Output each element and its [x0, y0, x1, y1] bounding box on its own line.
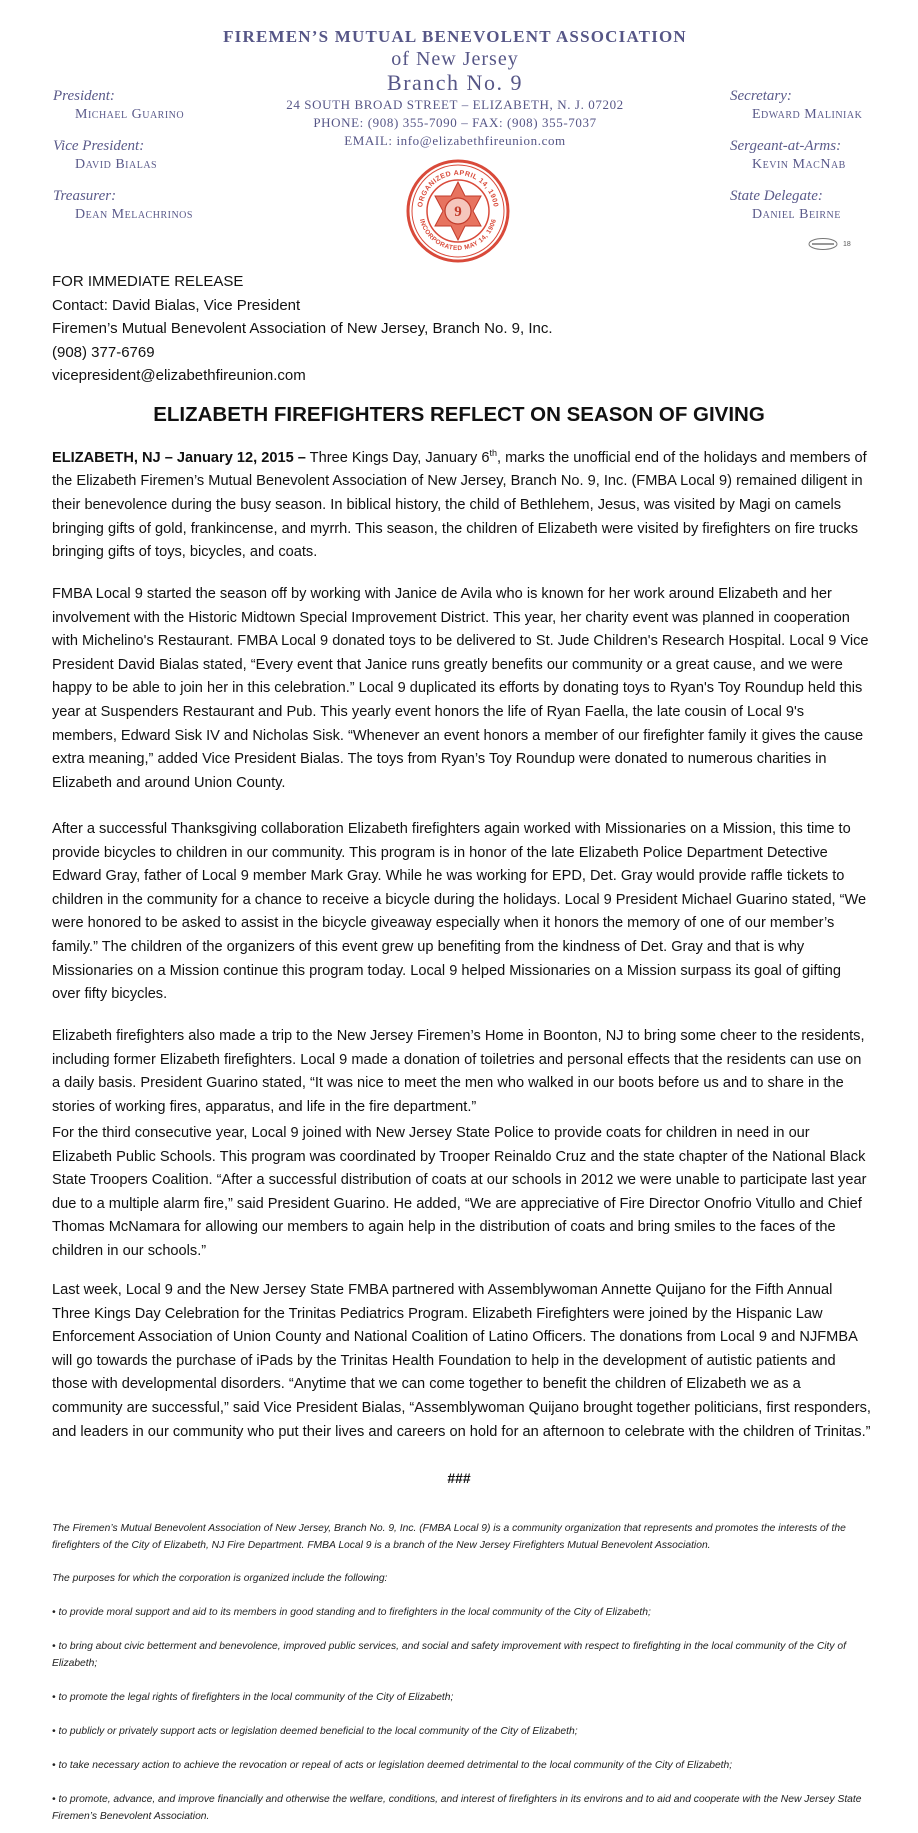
org-branch: Branch No. 9 [387, 70, 523, 95]
svg-text:9: 9 [454, 204, 462, 220]
org-subtitle: of New Jersey [391, 48, 519, 70]
footer-purpose-item: • to promote the legal rights of firefighters in the local community of the City of Elizabeth; [52, 1692, 454, 1703]
org-name: FIREMEN’S MUTUAL BENEVOLENT ASSOCIATION [223, 27, 687, 46]
officer-name-sergeant-at-arms: Kevin MacNab [752, 157, 846, 172]
seal-top-text: ORGANIZED APRIL 14, 1900 [417, 169, 499, 208]
letterhead-center [200, 26, 710, 150]
officer-name-treasurer: Dean Melachrinos [75, 207, 193, 222]
union-bug-icon [808, 237, 856, 251]
officer-title-sergeant-at-arms: Sergeant-at-Arms: [730, 138, 842, 154]
footer-about: The Firemen’s Mutual Benevolent Association of New Jersey, Branch No. 9, Inc. (FMBA Local 9) is a community organization that represents and promotes the interests of the firefighters of the City of Elizabeth, NJ Fire Department. FMBA Local 9 is a branch of the New Jersey Firefighters Mutual Benevolent Association. [52, 1523, 846, 1551]
fmba-seal-logo [405, 158, 511, 264]
org-email: EMAIL: info@elizabethfireunion.com [344, 133, 566, 148]
officer-name-vice-president: David Bialas [75, 157, 158, 172]
body-paragraph-4: Elizabeth firefighters also made a trip to the New Jersey Firemen’s Home in Boonton, NJ to bring some cheer to the residents, including former Elizabeth firefighters. Local 9 made a donation of toiletries and personal effects that the residents can use on a daily basis. President Guarino stated, “It was nice to meet the men who walked in our boots before us and to share in the stories of working fires, apparatus, and life in the fire department.” [52, 1028, 865, 1115]
contact-organization: Firemen’s Mutual Benevolent Association of New Jersey, Branch No. 9, Inc. [52, 320, 553, 337]
body-paragraph-3: After a successful Thanksgiving collaboration Elizabeth firefighters again worked with Missionaries on a Mission, this time to provide bicycles to children in our community. This program is in honor of the late Elizabeth Police Department Detective Edward Gray, father of Local 9 member Mark Gray. While he was working for EPD, Det. Gray would provide raffle tickets to children in the community for a chance to receive a bicycle during the holidays. Local 9 President Michael Guarino stated, “We were honored to be asked to assist in the bicycle giveaway especially when it honors the memory of one of our member’s family.” The children of the organizers of this event grew up benefiting from the kindness of Det. Gray and that is why Missionaries on a Mission continue this program today. Local 9 helped Missionaries on a Mission surpass its goal of gifting over fifty bicycles. [52, 821, 867, 1003]
contact-phone: (908) 377-6769 [52, 343, 155, 361]
body-paragraph-5: For the third consecutive year, Local 9 joined with New Jersey State Police to provide coats for children in need in our Elizabeth Public Schools. This program was coordinated by Trooper Reinaldo Cruz and the state chapter of the National Black State Troopers Coalition. “After a successful distribution of coats at our schools in 2012 we were unable to participate last year due to a multiple alarm fire,” said President Guarino. He added, “We are appreciative of Fire Director Onofrio Vitullo and Chief Thomas McNamara for allowing our members to again help in the distribution of coats and bring smiles to the faces of the children in our schools.” [52, 1125, 867, 1259]
p1-superscript: th [489, 448, 498, 458]
body-paragraph-6: Last week, Local 9 and the New Jersey State FMBA partnered with Assemblywoman Annette Quijano for the Fifth Annual Three Kings Day Celebration for the Trinitas Pediatrics Program. Elizabeth Firefighters were joined by the Hispanic Law Enforcement Association of Union County and National Coalition of Latino Officers. The donations from Local 9 and NJFMBA will go towards the purchase of iPads by the Trinitas Health Foundation to help in the development of autistic patients and those with developmental disorders. “Anytime that we can come together to benefit the children of Elizabeth we as a community are successful,” said Vice President Bialas, “Assemblywoman Quijano brought together politicians, first responders, and leaders in our community who put their lives and careers on hold for an afternoon to celebrate with the children of Trinitas.” [52, 1282, 871, 1440]
press-release-headline: ELIZABETH FIREFIGHTERS REFLECT ON SEASON OF GIVING [153, 403, 765, 426]
officer-title-secretary: Secretary: [730, 88, 792, 104]
dateline: ELIZABETH, NJ – January 12, 2015 – [52, 449, 306, 466]
officer-name-president: Michael Guarino [75, 107, 185, 122]
p1-text-a: Three Kings Day, January 6 [305, 449, 490, 466]
seal-bottom-text: INCORPORATED MAY 14, 1906 [417, 218, 499, 253]
officer-title-treasurer: Treasurer: [53, 188, 117, 204]
org-phone: PHONE: (908) 355-7090 – FAX: (908) 355-7037 [313, 115, 597, 130]
footer-purpose-item: • to provide moral support and aid to its members in good standing and to firefighters in the local community of the City of Elizabeth; [52, 1607, 651, 1618]
footer-purpose-item: • to publicly or privately support acts or legislation deemed beneficial to the local community of the City of Elizabeth; [52, 1726, 578, 1737]
officer-title-state-delegate: State Delegate: [730, 188, 823, 204]
end-mark: ### [447, 1470, 471, 1486]
officer-title-president: President: [53, 88, 115, 104]
footer-purpose-item: • to bring about civic betterment and benevolence, improved public services, and social and safety improvement with respect to firefighting in the local community of the City of Elizabeth; [52, 1641, 847, 1669]
footer-purpose-item: • to take necessary action to achieve the revocation or repeal of acts or legislation deemed detrimental to the local community of the City of Elizabeth; [52, 1760, 733, 1771]
org-address: 24 SOUTH BROAD STREET – ELIZABETH, N. J. 07202 [286, 97, 624, 112]
union-bug-number: 18 [843, 241, 851, 248]
officer-name-secretary: Edward Maliniak [752, 107, 863, 122]
body-paragraph-2: FMBA Local 9 started the season off by working with Janice de Avila who is known for her work around Elizabeth and her involvement with the Historic Midtown Special Improvement District. This year, her charity event was planned in cooperation with Michelino's Restaurant. FMBA Local 9 donated toys to be delivered to St. Jude Children's Research Hospital. Local 9 Vice President David Bialas stated, “Every event that Janice runs greatly benefits our community or a great cause, and we were happy to be able to join her in this celebration.” Local 9 duplicated its efforts by donating toys to Ryan's Toy Roundup held this year at Suspenders Restaurant and Pub. This yearly event honors the life of Ryan Faella, the late cousin of Local 9's members, Edward Sisk IV and Nicholas Sisk. “Whenever an event honors a member of our firefighter family it gives the cause extra meaning,” added Vice President Bialas. The toys from Ryan’s Toy Roundup were donated to numerous charities in Elizabeth and around Union County. [52, 586, 869, 791]
contact-name: Contact: David Bialas, Vice President [52, 296, 301, 314]
p1-text-b: , marks the unofficial end of the holidays and members of the Elizabeth Firemen’s Mutual Benevolent Association of New Jersey, Branch No. 9, Inc. (FMBA Local 9) remained diligent in their benevolence during the busy season. In biblical history, the child of Bethlehem, Jesus, was visited by Magi on camels bringing gifts of gold, frankincense, and myrrh. This season, the children of Elizabeth were visited by firefighters on fire trucks bringing gifts of toys, bicycles, and coats. [52, 449, 867, 561]
footer-purposes-intro: The purposes for which the corporation is organized include the following: [52, 1573, 388, 1584]
officer-name-state-delegate: Daniel Beirne [752, 207, 841, 222]
contact-email: vicepresident@elizabethfireunion.com [52, 367, 306, 384]
body-paragraph-1 [52, 442, 872, 565]
release-label: FOR IMMEDIATE RELEASE [52, 273, 244, 290]
officer-title-vice-president: Vice President: [53, 138, 145, 154]
footer-purpose-item: • to promote, advance, and improve financially and otherwise the welfare, conditions, and interest of firefighters in its environs and to aid and cooperate with the New Jersey State Firemen’s Benevolent Association. [52, 1794, 862, 1822]
release-contact-block [52, 270, 553, 388]
